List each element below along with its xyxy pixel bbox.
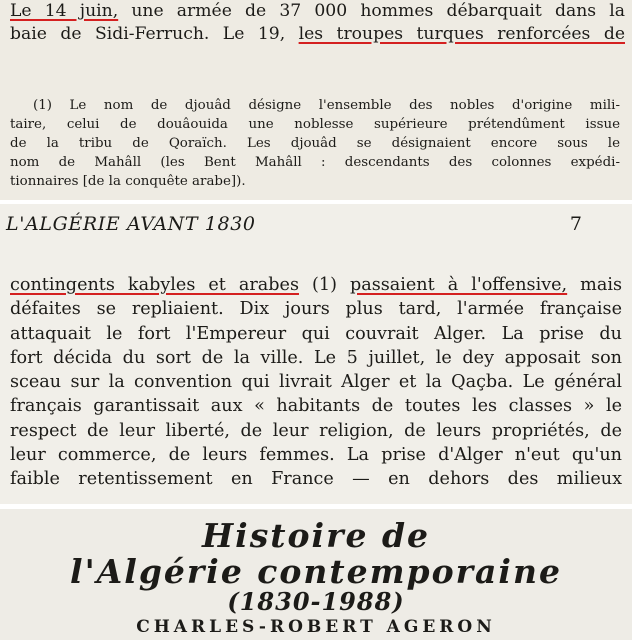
text-line: faible retentissement en France — en dehors des milieux: [10, 469, 622, 490]
running-head: L'ALGÉRIE AVANT 1830: [6, 213, 256, 235]
title-dates: (1830-1988): [227, 587, 405, 616]
author-name: CHARLES-ROBERT AGERON: [136, 617, 496, 637]
footnote-line: taire, celui de douâouida une noblesse supérieure prétendûment issue: [10, 117, 620, 132]
text-line: leur commerce, de leurs femmes. La prise d'Alger n'eut qu'un: [10, 445, 622, 466]
title-line-1: Histoire de: [201, 516, 431, 555]
text-line: respect de leur liberté, de leur religion, de leurs propriétés, de: [10, 420, 622, 441]
footnote: [10, 96, 620, 191]
text-line: sceau sur la convention qui livrait Alger et la Qaçba. Le général: [10, 372, 622, 393]
bleed-line: [10, 56, 610, 69]
text-span: baie de Sidi-Ferruch. Le 19,: [10, 24, 299, 44]
text-line: [10, 23, 625, 46]
text-line: [10, 273, 622, 297]
text-span: mais: [567, 275, 623, 295]
text-line: [10, 0, 625, 23]
text-line: fort décida du sort de la ville. Le 5 juillet, le dey apposait son: [10, 347, 622, 368]
text-span: (1): [298, 275, 350, 295]
footnote-line: de la tribu de Qoraïch. Les djouâd se désignaient encore sous le: [10, 136, 620, 151]
bleed-line: [10, 69, 610, 82]
text-line: attaquait le fort l'Empereur qui couvrait Alger. La prise du: [10, 323, 622, 344]
page-excerpt-top: [0, 0, 632, 200]
main-text-middle: [10, 273, 622, 492]
highlighted-phrase: contingents kabyles et arabes: [10, 275, 299, 295]
highlighted-phrase: les troupes turques renforcées de: [298, 24, 625, 44]
text-span: une armée de 37 000 hommes débarquait dans la: [118, 1, 626, 21]
page-excerpt-middle: [0, 204, 632, 504]
book-cover-title: [0, 509, 632, 640]
bleed-through-text: [10, 56, 610, 82]
page-number: 7: [569, 213, 582, 235]
footnote-line: tionnaires [de la conquête arabe]).: [10, 174, 246, 189]
footnote-line: nom de Mahâll (les Bent Mahâll : descendants des colonnes expédi-: [10, 155, 620, 170]
title-line-2: l'Algérie contemporaine: [70, 552, 562, 591]
main-text-top: [10, 0, 625, 46]
highlighted-date: Le 14 juin,: [10, 1, 119, 21]
footnote-line: (1) Le nom de djouâd désigne l'ensemble des nobles d'origine mili-: [33, 98, 620, 113]
text-line: défaites se repliaient. Dix jours plus tard, l'armée française: [10, 299, 622, 320]
text-line: français garantissait aux « habitants de toutes les classes » le: [10, 396, 622, 417]
highlighted-phrase: passaient à l'offensive,: [349, 275, 568, 295]
